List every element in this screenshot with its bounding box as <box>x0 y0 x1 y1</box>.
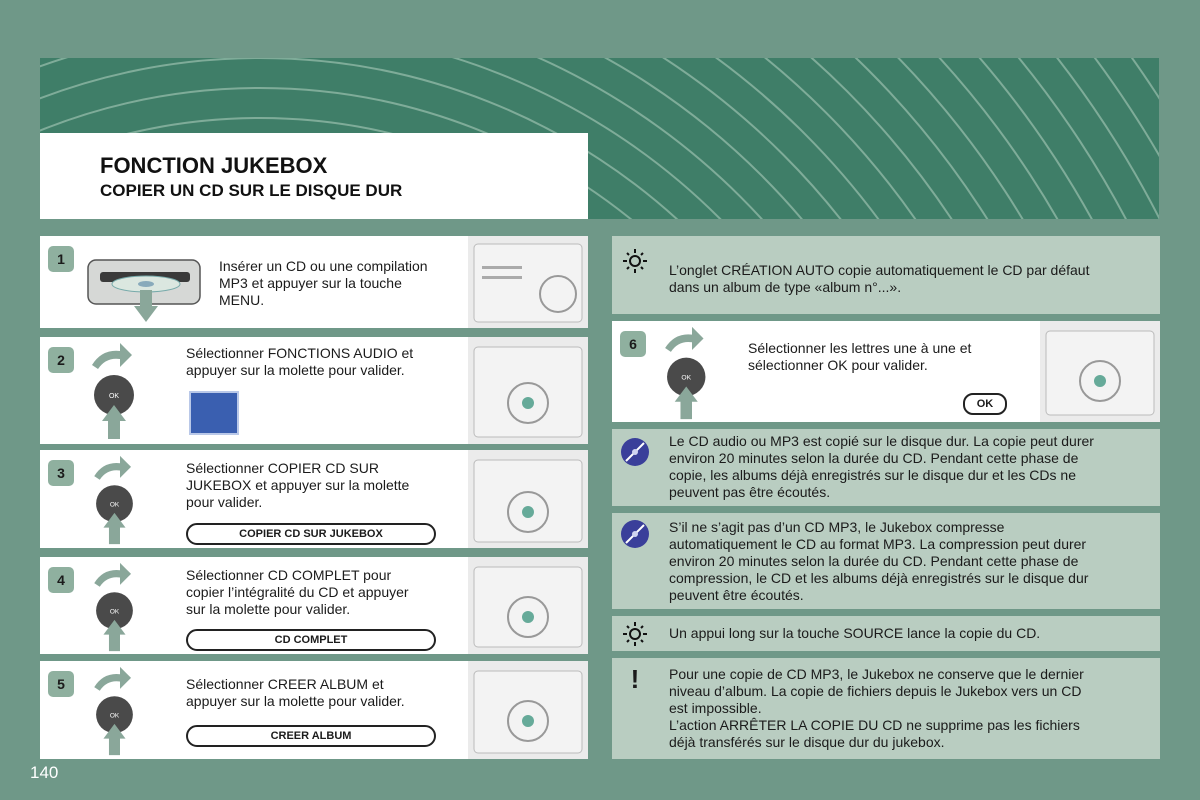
radio-panel-thumbnail <box>468 661 588 759</box>
knob-label: OK <box>108 393 120 400</box>
radio-panel-thumbnail <box>468 337 588 444</box>
step-text: Sélectionner CREER ALBUM et appuyer sur la molette pour valider. <box>186 676 405 709</box>
warning-text: Pour une copie de CD MP3, le Jukebox ne conserve que le dernier niveau d’album. La copie de fichiers depuis le Jukebox vers un CD est impossible. L’action ARRÊTER LA COPIE DU CD ne supprime pas les fichiers déjà transférés sur le disque dur du jukebox. <box>669 666 1084 750</box>
lightbulb-tip-icon <box>620 246 650 276</box>
tip-text: Un appui long sur la touche SOURCE lance la copie du CD. <box>669 625 1041 641</box>
step-number: 1 <box>48 246 74 272</box>
radio-panel-thumbnail <box>468 450 588 548</box>
knob-press-icon <box>90 561 150 653</box>
page-subtitle: COPIER UN CD SUR LE DISQUE DUR <box>100 181 403 200</box>
disc-info-icon <box>620 437 650 467</box>
step-number: 4 <box>48 567 74 593</box>
knob-press-icon <box>90 454 150 546</box>
warning-icon: ! <box>630 664 640 694</box>
title-box <box>40 133 588 219</box>
step-number: 3 <box>48 460 74 486</box>
step-number: 6 <box>620 331 646 357</box>
step-text: Sélectionner COPIER CD SUR JUKEBOX et appuyer sur la molette pour valider. <box>186 460 410 510</box>
radio-panel-thumbnail <box>1040 321 1160 422</box>
copier-cd-sur-jukebox-button[interactable]: COPIER CD SUR JUKEBOX <box>186 523 436 545</box>
creer-album-button[interactable]: CREER ALBUM <box>186 725 436 747</box>
knob-press-icon <box>90 665 150 757</box>
ok-button[interactable]: OK <box>963 393 1007 415</box>
lightbulb-tip-icon <box>620 619 650 649</box>
knob-label: OK <box>109 608 120 616</box>
info-text: S’il ne s’agit pas d’un CD MP3, le Jukebox compresse automatiquement le CD au format MP3. La compression peut durer environ 20 minutes selon la durée du CD. Pendant cette phase de compression, le CD et les albums déjà enregistrés sur le disque dur peuvent être écoutés. <box>669 519 1089 603</box>
step-number: 2 <box>48 347 74 373</box>
knob-press-icon <box>662 325 722 421</box>
page-number: 140 <box>30 763 59 782</box>
step-text: Insérer un CD ou une compilation MP3 et appuyer sur la touche MENU. <box>219 258 428 308</box>
info-text: Le CD audio ou MP3 est copié sur le disque dur. La copie peut durer environ 20 minutes selon la durée du CD. Pendant cette phase de copie, les albums déjà enregistrés sur le disque dur et les CDs ne peuvent pas être écoutés. <box>669 433 1094 500</box>
audio-functions-icon <box>189 391 239 435</box>
tip-text: L’onglet CRÉATION AUTO copie automatiquement le CD par défaut dans un album de type «album n°...». <box>669 262 1090 295</box>
step-text: Sélectionner FONCTIONS AUDIO et appuyer sur la molette pour valider. <box>186 345 414 378</box>
step-2 <box>40 337 588 444</box>
tip-box-1 <box>612 236 1160 314</box>
page-title: FONCTION JUKEBOX <box>100 153 328 178</box>
disc-info-icon <box>620 519 650 549</box>
step-text: Sélectionner les lettres une à une et sélectionner OK pour valider. <box>748 340 972 373</box>
knob-press-icon <box>90 341 150 441</box>
step-1 <box>40 236 588 328</box>
step-5 <box>40 661 588 759</box>
radio-panel-thumbnail <box>468 236 588 328</box>
cd-player-icon <box>86 254 206 324</box>
info-box-2 <box>612 513 1160 609</box>
step-6 <box>612 321 1160 422</box>
warning-box <box>612 658 1160 759</box>
knob-label: OK <box>681 374 692 382</box>
step-number: 5 <box>48 671 74 697</box>
step-text: Sélectionner CD COMPLET pour copier l’intégralité du CD et appuyer sur la molette pour valider. <box>186 567 409 617</box>
tip-box-2 <box>612 616 1160 651</box>
cd-complet-button[interactable]: CD COMPLET <box>186 629 436 651</box>
info-box-1 <box>612 429 1160 506</box>
knob-label: OK <box>109 712 120 720</box>
step-4 <box>40 557 588 654</box>
radio-panel-thumbnail <box>468 557 588 654</box>
knob-label: OK <box>109 501 120 509</box>
step-3 <box>40 450 588 548</box>
